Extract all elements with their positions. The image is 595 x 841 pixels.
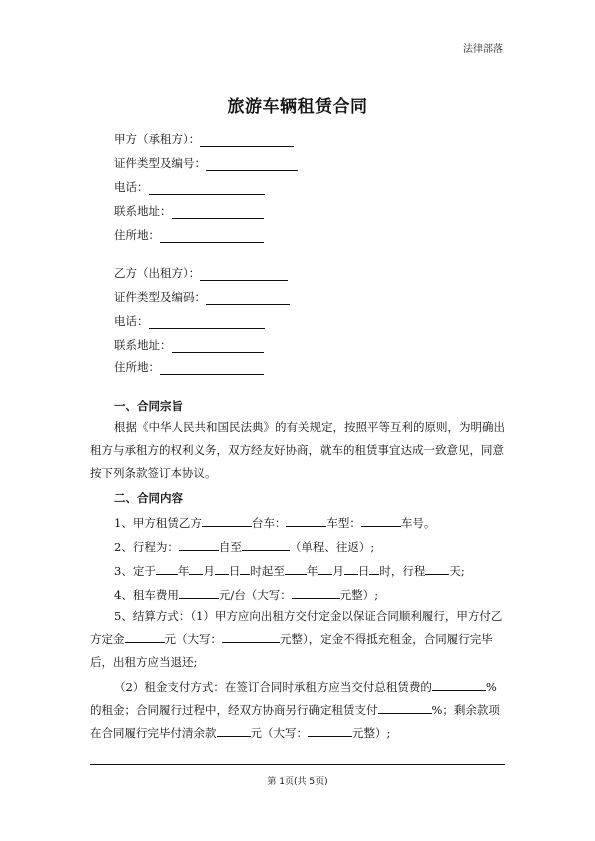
party-b-contact-blank[interactable] xyxy=(172,339,264,353)
header-brand: 法律部落 xyxy=(463,44,503,55)
item3-day1: 日 xyxy=(228,564,241,578)
party-b-phone-blank[interactable] xyxy=(149,315,265,329)
party-b-residence-field xyxy=(114,359,264,375)
item2-text-c: （单程、往返）; xyxy=(289,540,375,554)
item4-text-a: 4、租车费用 xyxy=(114,588,179,602)
item3-blank-days[interactable] xyxy=(425,562,449,575)
party-b-name-label: 乙方（出租方）： xyxy=(114,266,201,280)
party-b-phone-label: 电话： xyxy=(114,314,149,328)
item3-hour2: 时，行程 xyxy=(379,564,426,578)
party-b-contact-label: 联系地址： xyxy=(114,338,172,352)
item3-blank-d1[interactable] xyxy=(215,562,229,575)
item3-blank-m1[interactable] xyxy=(189,562,203,575)
item3-blank-h2[interactable] xyxy=(369,562,379,575)
item3-end: 天; xyxy=(449,564,465,578)
party-a-residence-field xyxy=(114,227,264,243)
item3-hour1: 时起至 xyxy=(250,564,285,578)
party-a-id-label: 证件类型及编号： xyxy=(114,156,206,170)
item5-2-text-c: %；剩余款项在合同履行完毕付清余款 xyxy=(90,703,500,740)
item3-month2: 月 xyxy=(332,564,344,578)
item5-2-blank-words[interactable] xyxy=(308,724,352,737)
item5-text-b: 元（大写： xyxy=(164,632,222,646)
party-a-name-field xyxy=(114,131,294,147)
party-a-contact-label: 联系地址： xyxy=(114,204,172,218)
item3-blank-m2[interactable] xyxy=(318,562,332,575)
party-a-phone-label: 电话： xyxy=(114,180,149,194)
item1-text-a: 1、甲方租赁乙方 xyxy=(114,516,202,530)
party-b-phone-field xyxy=(114,313,265,329)
item4-blank-words[interactable] xyxy=(292,586,340,599)
footer-rule xyxy=(90,764,505,765)
item1-text-d: 车号。 xyxy=(400,516,436,530)
item5-2-text-a: （2）租金支付方式：在签订合同时承租方应当交付总租赁费的 xyxy=(114,680,432,694)
item2-text-b: 自至 xyxy=(218,540,242,554)
party-b-residence-blank[interactable] xyxy=(160,361,264,375)
item5-2-blank-percent2[interactable] xyxy=(378,701,432,714)
item4-text-b: 元/台（大写： xyxy=(218,588,292,602)
item5-2 xyxy=(90,676,505,745)
item5-blank-deposit[interactable] xyxy=(125,630,165,643)
item4-text-c: 元整）; xyxy=(339,588,379,602)
party-a-contact-blank[interactable] xyxy=(172,205,264,219)
item2-blank-to[interactable] xyxy=(242,538,290,551)
item3 xyxy=(114,562,465,579)
item2-text-a: 2、行程为： xyxy=(114,540,179,554)
party-a-phone-field xyxy=(114,179,265,195)
party-a-id-blank[interactable] xyxy=(206,157,298,171)
item5-2-blank-balance[interactable] xyxy=(217,724,251,737)
item5-blank-words[interactable] xyxy=(222,630,280,643)
party-a-contact-field xyxy=(114,203,264,219)
item2-blank-from[interactable] xyxy=(179,538,219,551)
party-b-name-blank[interactable] xyxy=(200,267,288,281)
party-b-name-field xyxy=(114,265,288,281)
item1-text-c: 车型： xyxy=(326,516,361,530)
item4-blank-fee[interactable] xyxy=(179,586,219,599)
item1-blank-count[interactable] xyxy=(202,514,252,527)
item3-month1: 月 xyxy=(203,564,215,578)
item5-text-a: 5、结算方式：（1）甲方应向出租方交付定金以保证合同顺利履行，甲方付乙方定金 xyxy=(90,609,503,646)
section1-heading: 一、合同宗旨 xyxy=(114,399,183,413)
item1 xyxy=(114,514,435,531)
item3-blank-y2[interactable] xyxy=(285,562,307,575)
section2-heading: 二、合同内容 xyxy=(114,491,183,505)
party-a-phone-blank[interactable] xyxy=(149,181,265,195)
item2 xyxy=(114,538,374,555)
party-a-name-blank[interactable] xyxy=(200,133,294,147)
item3-year2: 年 xyxy=(306,564,319,578)
party-b-id-blank[interactable] xyxy=(206,291,290,305)
item5 xyxy=(90,605,505,674)
page-number: 第 1页(共 5页) xyxy=(267,777,328,787)
item3-text-a: 3、定于 xyxy=(114,564,156,578)
item3-blank-h1[interactable] xyxy=(240,562,250,575)
party-a-name-label: 甲方（承租方）： xyxy=(114,132,201,146)
item3-day2: 日 xyxy=(357,564,370,578)
item3-blank-y1[interactable] xyxy=(156,562,178,575)
item1-text-b: 台车： xyxy=(251,516,287,530)
party-b-contact-field xyxy=(114,337,264,353)
party-b-id-label: 证件类型及编码： xyxy=(114,290,206,304)
section1-body: 根据《中华人民共和国民法典》的有关规定，按照平等互利的原则，为明确出租方与承租方的权利义务，双方经友好协商，就车的租赁事宜达成一致意见，同意按下列条款签订本协议。 xyxy=(90,420,505,480)
item5-2-text-e: 元整）; xyxy=(352,726,391,740)
party-b-residence-label: 住所地： xyxy=(114,360,160,374)
item5-2-text-b: %的租金；合同履行过程中，经双方协商另行确定租赁支付 xyxy=(90,680,497,717)
item5-text-c: 元整），定金不得抵充租金，合同履行完毕后，出租方应当退还; xyxy=(90,632,493,669)
item5-2-text-d: 元（大写： xyxy=(250,726,308,740)
item4 xyxy=(114,586,378,603)
party-a-residence-label: 住所地： xyxy=(114,228,160,242)
party-a-id-field xyxy=(114,155,298,171)
page-title: 旅游车辆租赁合同 xyxy=(227,97,368,117)
item1-blank-model[interactable] xyxy=(361,514,401,527)
party-a-residence-blank[interactable] xyxy=(160,229,264,243)
item3-blank-d2[interactable] xyxy=(344,562,358,575)
item1-blank-car[interactable] xyxy=(286,514,326,527)
item5-2-blank-percent1[interactable] xyxy=(432,678,486,691)
item3-year1: 年 xyxy=(177,564,190,578)
party-b-id-field xyxy=(114,289,290,305)
